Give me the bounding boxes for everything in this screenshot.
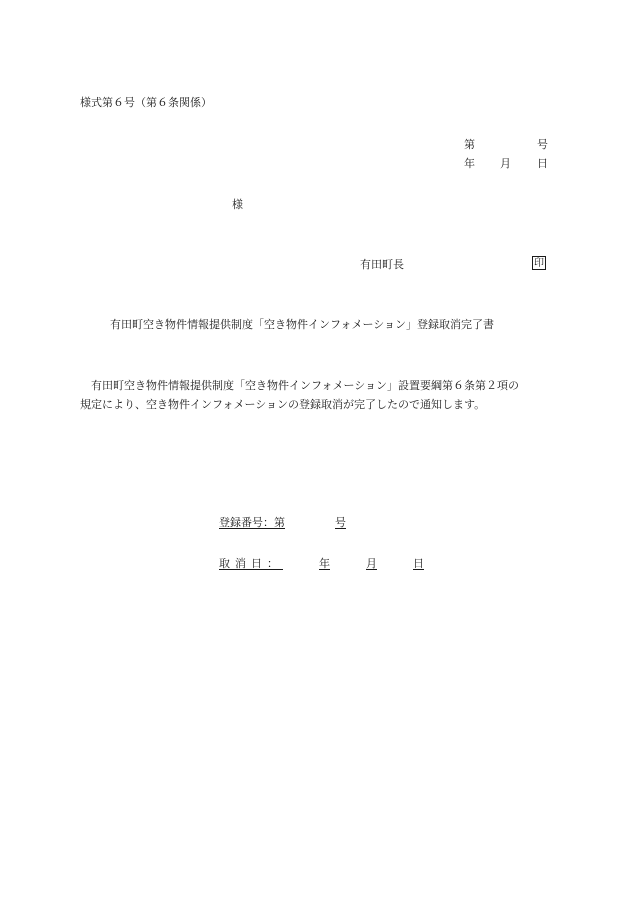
cancellation-date-row <box>219 557 424 571</box>
form-number: 様式第６号（第６条関係） <box>80 96 212 109</box>
cancellation-date-day: 日 <box>413 557 424 570</box>
cancellation-date-year: 年 <box>319 557 330 570</box>
issue-date-month: 月 <box>500 157 511 170</box>
document-number-prefix: 第 <box>464 138 475 151</box>
registration-number-label: 登録番号：第 <box>219 516 285 529</box>
cancellation-date-month: 月 <box>366 557 377 570</box>
seal-mark: 印 <box>534 258 544 269</box>
document-title: 有田町空き物件情報提供制度「空き物件インフォメーション」登録取消完了書 <box>110 318 495 331</box>
body-paragraph <box>80 376 550 414</box>
cancellation-date-label: 取消日： <box>219 557 283 570</box>
registration-number-row <box>219 516 346 530</box>
body-line-1: 有田町空き物件情報提供制度「空き物件インフォメーション」設置要綱第６条第２項の <box>91 379 520 392</box>
addressee-honorific: 様 <box>232 198 243 211</box>
issuer-name: 有田町長 <box>360 258 404 271</box>
registration-number-suffix: 号 <box>335 516 346 529</box>
document-number-suffix: 号 <box>537 138 548 151</box>
issue-date-day: 日 <box>537 157 548 170</box>
issue-date-year: 年 <box>464 157 475 170</box>
body-line-2: 規定により、空き物件インフォメーションの登録取消が完了したので通知します。 <box>80 398 486 411</box>
